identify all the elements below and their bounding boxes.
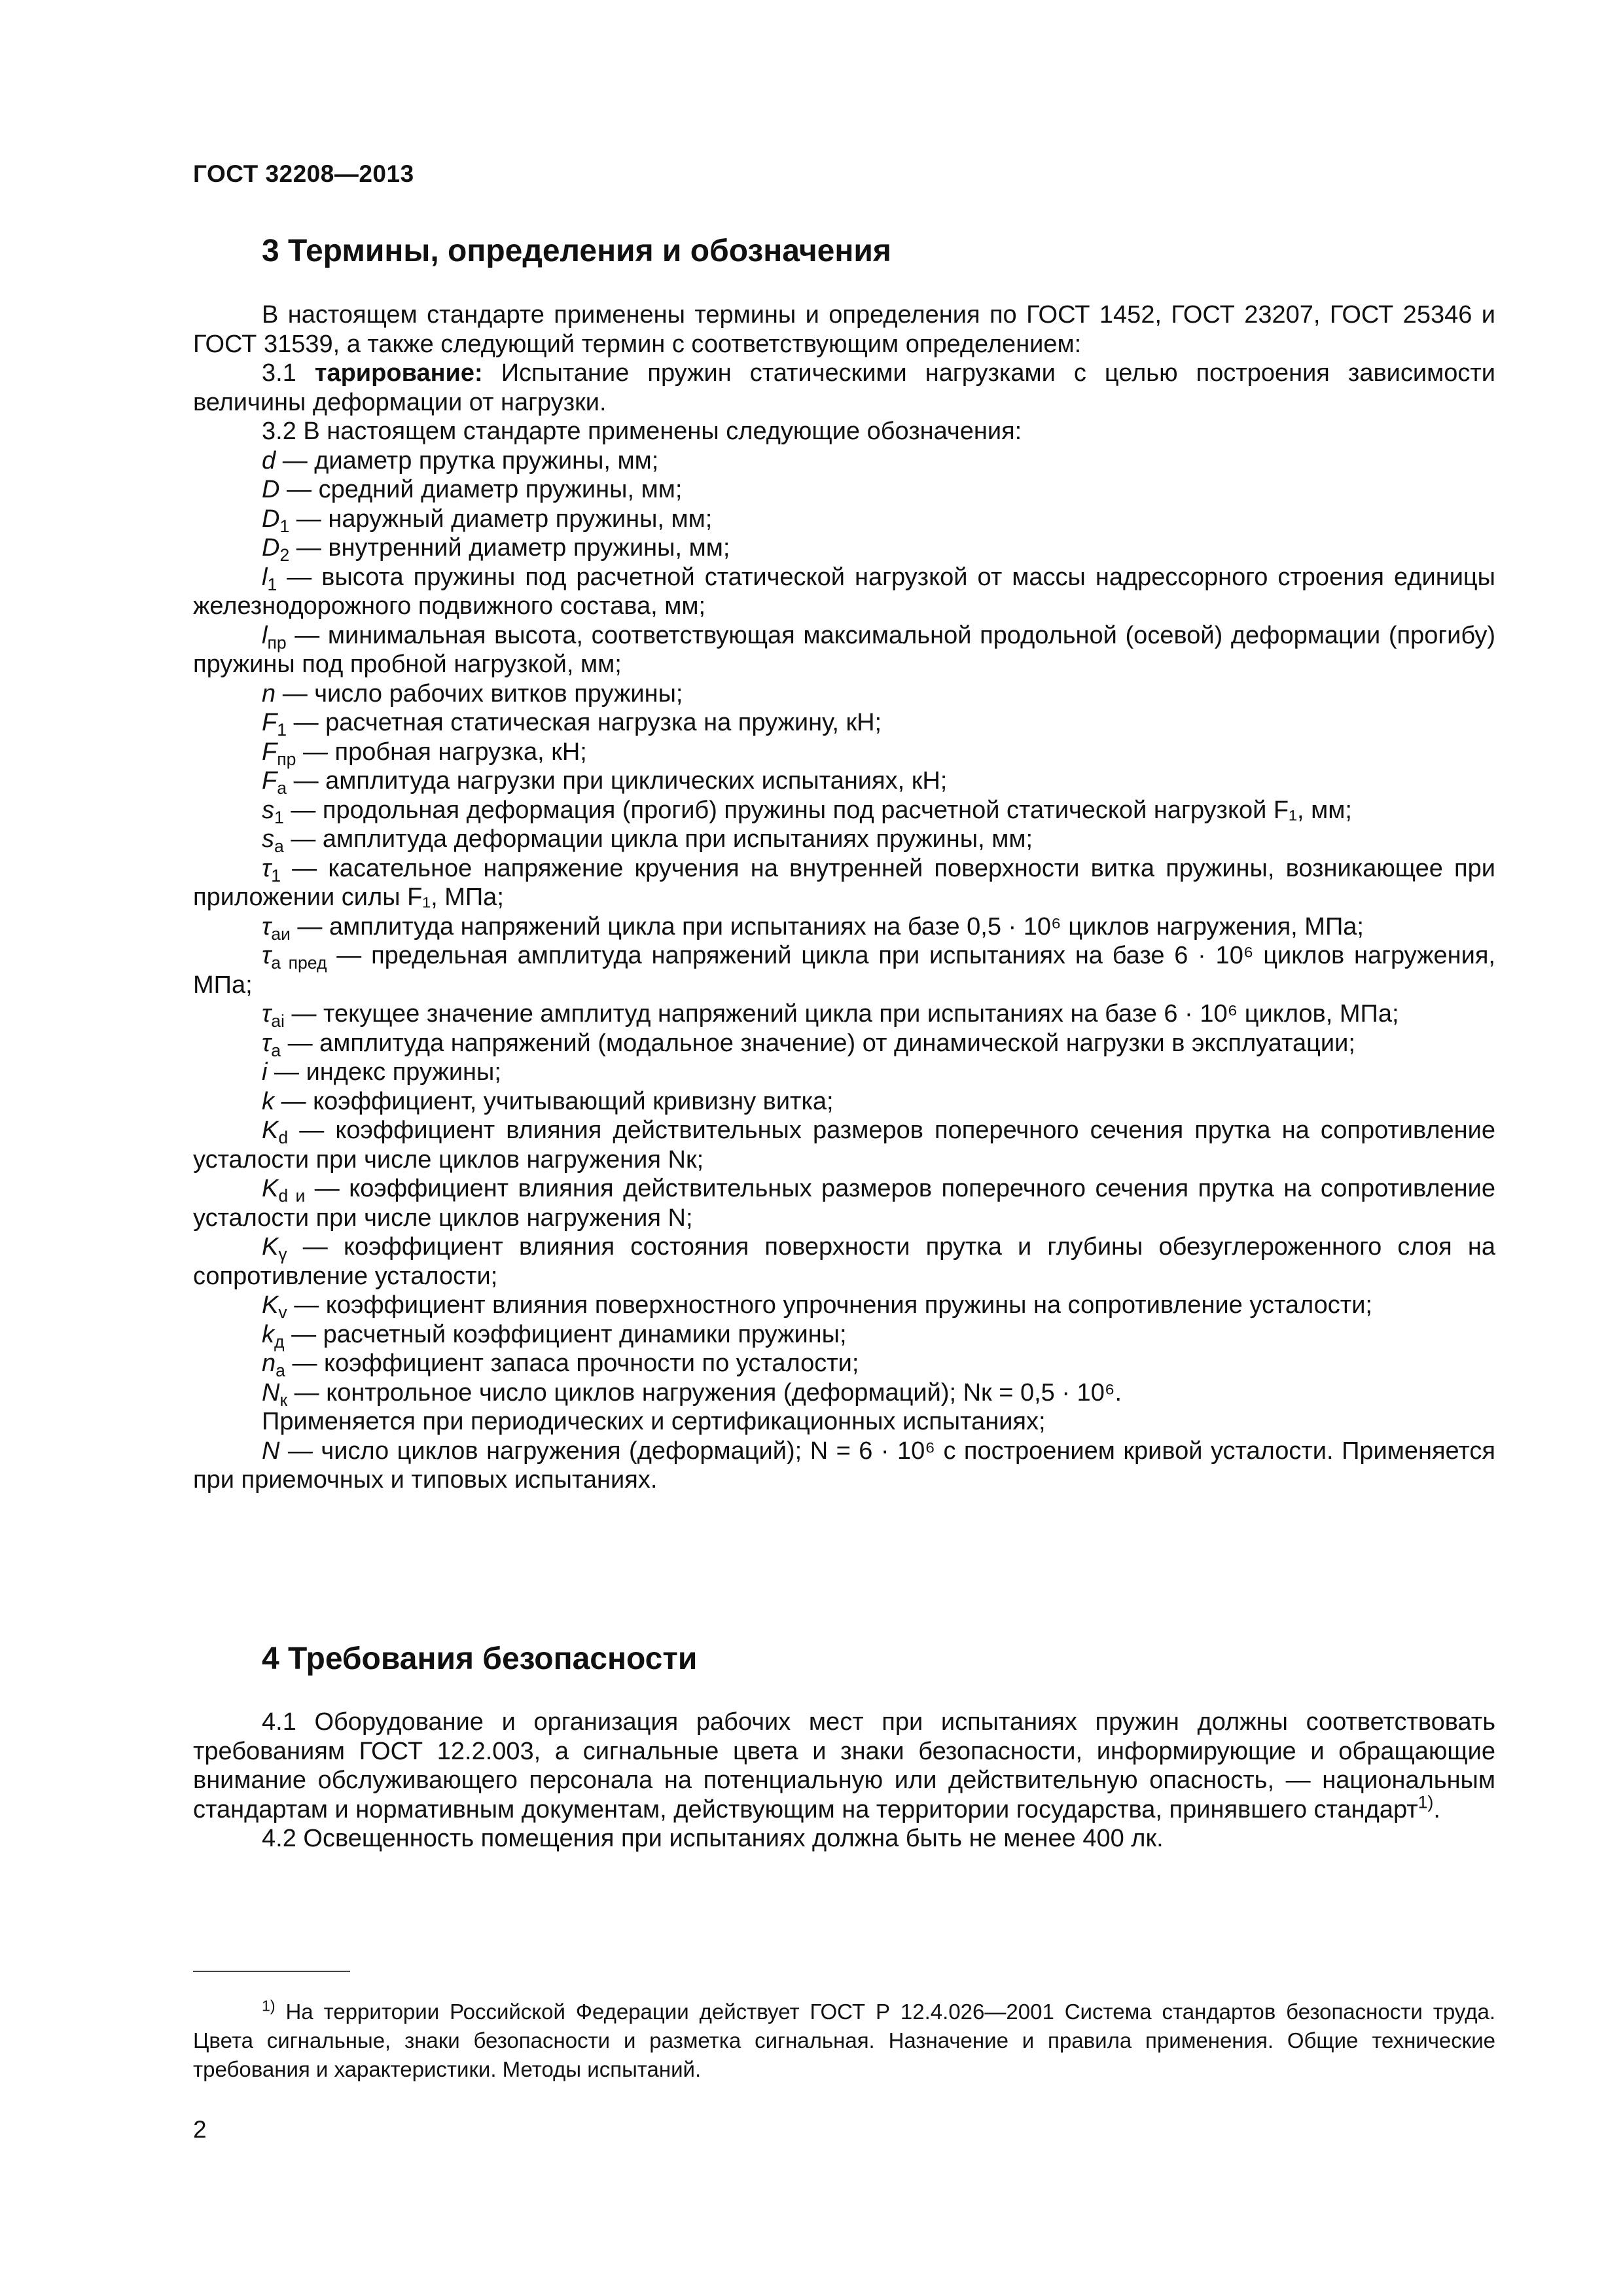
symbol-description: — внутренний диаметр пружины, мм; [289, 534, 730, 562]
symbol: K [262, 1117, 279, 1144]
symbol: n [262, 1350, 276, 1377]
symbol-description: — коэффициент влияния состояния поверхности прутка и глубины обезуглероженного слоя на сопротивление усталости; [193, 1233, 1495, 1290]
symbol-subscript: a [271, 1040, 281, 1060]
symbol-subscript: 1 [267, 574, 277, 594]
symbol: l [262, 621, 268, 649]
symbol-definition [193, 563, 1495, 621]
clause-3-1-definition: Испытание пружин статическими нагрузками с целью построения зависимости величины деформации от нагрузки. [193, 359, 1495, 416]
clause-3-1-term: тарирование: [314, 359, 483, 387]
clause-3-1 [193, 359, 1495, 417]
symbol-subscript: 1 [277, 719, 287, 740]
symbol-description: — коэффициент влияния действительных размеров поперечного сечения прутка на сопротивление усталости при числе циклов нагружения N; [193, 1175, 1495, 1232]
symbol-definition [193, 766, 1495, 796]
symbol-subscript: д [274, 1331, 285, 1352]
symbols-list [193, 446, 1495, 1408]
clause-4-2: 4.2 Освещенность помещения при испытаниях должна быть не менее 400 лк. [262, 1825, 1164, 1852]
symbol-description: — амплитуда напряжений (модальное значение) от динамической нагрузки в эксплуатации; [281, 1029, 1355, 1057]
symbol-description: — текущее значение амплитуд напряжений цикла при испытаниях на базе 6 · 10⁶ циклов, МПа; [284, 1000, 1399, 1028]
symbol: D [262, 476, 280, 503]
symbol-definition [193, 708, 1495, 738]
symbol-description: — коэффициент запаса прочности по усталости; [285, 1350, 859, 1377]
symbol-subscript: ai [271, 1011, 285, 1031]
symbol: F [262, 738, 277, 766]
symbol: l [262, 563, 268, 591]
symbol-subscript: пр [267, 632, 287, 653]
symbol-subscript: аи [271, 924, 291, 944]
section-4-title: 4 Требования безопасности [262, 1641, 698, 1676]
symbol: n [262, 679, 276, 708]
symbol-definition [193, 912, 1495, 942]
symbol-definition [193, 854, 1495, 912]
symbol-description: — расчетная статическая нагрузка на пружину, кН; [287, 709, 882, 736]
symbol-description: — касательное напряжение кручения на внутренней поверхности витка пружины, возникающее при приложении силы F₁, МПа; [193, 854, 1495, 911]
symbol-definition [193, 446, 1495, 476]
clause-4-1 [193, 1708, 1495, 1824]
symbol-subscript: пр [277, 749, 296, 769]
symbol-description: — коэффициент влияния действительных размеров поперечного сечения прутка на сопротивление усталости при числе циклов нагружения Nк; [193, 1117, 1495, 1174]
symbol: F [262, 709, 277, 736]
symbol-definition [193, 1378, 1495, 1408]
symbol-N-definition [193, 1437, 1495, 1495]
symbol-N: N [262, 1437, 280, 1465]
symbol-subscript: 1 [279, 516, 290, 536]
symbol-description: — коэффициент влияния поверхностного упрочнения пружины на сопротивление усталости; [287, 1291, 1372, 1319]
footnote [193, 1998, 1495, 2084]
symbol-subscript: a [276, 1360, 285, 1380]
footnote-mark: 1) [262, 1997, 276, 2015]
symbol-description: — высота пружины под расчетной статической нагрузкой от массы надрессорного строения единицы железнодорожного подвижного состава, мм; [193, 563, 1495, 620]
footnote-text: На территории Российской Федерации действует ГОСТ Р 12.4.026—2001 Система стандартов безопасности труда. Цвета сигнальные, знаки безопасности и разметка сигнальная. Назначение и правила применения. Общие технические требования и характеристики. Методы испытаний. [193, 2000, 1495, 2081]
clause-4-1-text: 4.1 Оборудование и организация рабочих мест при испытаниях пружин должны соответствовать требованиям ГОСТ 12.2.003, а сигнальные цвета и знаки безопасности, информирующие и обращающие внимание обслуживающего персонала на потенциальную или действительную опасность, — национальным стандартам и нормативным документам, действующим на территории государства, принявшего стандарт [193, 1708, 1495, 1823]
symbol-definition [193, 825, 1495, 854]
section-3-body [193, 300, 1495, 1495]
section-3-intro: В настоящем стандарте применены термины и определения по ГОСТ 1452, ГОСТ 23207, ГОСТ 25346 и ГОСТ 31539, а также следующий термин с соответствующим определением: [193, 301, 1495, 358]
symbol-definition [193, 1058, 1495, 1087]
symbol-description: — минимальная высота, соответствующая максимальной продольной (осевой) деформации (прогибу) пружины под пробной нагрузкой, мм; [193, 621, 1495, 678]
symbol: s [262, 825, 274, 853]
symbol: D [262, 534, 280, 562]
symbol-description: — число рабочих витков пружины; [276, 679, 683, 708]
symbol-definition [193, 679, 1495, 709]
section-3-title: 3 Термины, определения и обозначения [262, 234, 891, 268]
symbol: s [262, 796, 274, 824]
symbol: τ [262, 912, 272, 941]
footnote-reference: 1) [1418, 1791, 1434, 1812]
symbol-subscript: 1 [274, 807, 284, 827]
symbol-subscript: d и [278, 1185, 306, 1206]
symbol-definition [193, 505, 1495, 534]
symbol: i [262, 1058, 268, 1086]
symbol-N-text: — число циклов нагружения (деформаций); N = 6 · 10⁶ с построением кривой усталости. Применяется при приемочных и типовых испытаниях. [193, 1437, 1495, 1494]
symbol-description: — амплитуда деформации цикла при испытаниях пружины, мм; [283, 825, 1033, 853]
symbol-description: — продольная деформация (прогиб) пружины под расчетной статической нагрузкой F₁, мм; [283, 796, 1352, 824]
symbol-description: — коэффициент, учитывающий кривизну витка; [274, 1087, 834, 1115]
footnote-paragraph [193, 1998, 1495, 2084]
symbol-definition [193, 1029, 1495, 1058]
symbol-definition [193, 533, 1495, 563]
symbol-definition [193, 1320, 1495, 1350]
symbol-subscript: d [278, 1127, 289, 1147]
symbol: D [262, 505, 280, 533]
symbol: F [262, 767, 277, 795]
symbol-subscript: a [274, 836, 284, 856]
symbol-definition [193, 1116, 1495, 1174]
symbol-definition [193, 1087, 1495, 1117]
page-number: 2 [193, 2116, 207, 2143]
symbol-description: — контрольное число циклов нагружения (деформаций); Nк = 0,5 · 10⁶. [287, 1378, 1122, 1407]
symbol-definition [193, 1291, 1495, 1320]
symbol-description: — наружный диаметр пружины, мм; [289, 505, 713, 533]
clause-4-1-end: . [1433, 1795, 1440, 1823]
symbol-description: — средний диаметр пружины, мм; [279, 476, 683, 503]
symbol-definition [193, 1349, 1495, 1378]
symbol: k [262, 1087, 274, 1115]
nk-application-note: Применяется при периодических и сертификационных испытаниях; [262, 1408, 1046, 1435]
symbol-definition [193, 796, 1495, 825]
symbol: τ [262, 854, 272, 882]
symbol: k [262, 1320, 274, 1348]
symbol-definition [193, 999, 1495, 1029]
symbol-definition [193, 1232, 1495, 1291]
symbol: K [262, 1291, 279, 1319]
symbol-subscript: а пред [271, 952, 327, 973]
symbol-description: — амплитуда напряжений цикла при испытаниях на базе 0,5 · 10⁶ циклов нагружения, МПа; [290, 912, 1364, 941]
symbol: τ [262, 1029, 272, 1057]
symbol-subscript: 1 [271, 865, 281, 886]
symbol-description: — индекс пружины; [267, 1058, 501, 1086]
symbol: d [262, 446, 276, 475]
symbol-subscript: 2 [279, 545, 290, 565]
symbol-description: — расчетный коэффициент динамики пружины; [284, 1320, 847, 1348]
symbol-subscript: a [277, 778, 287, 798]
clause-3-2: 3.2 В настоящем стандарте применены следующие обозначения: [262, 418, 1022, 445]
document-header-id: ГОСТ 32208—2013 [193, 160, 414, 187]
symbol-subscript: к [279, 1390, 288, 1410]
symbol-definition [193, 941, 1495, 999]
symbol-description: — диаметр прутка пружины, мм; [276, 446, 659, 475]
symbol-definition [193, 1174, 1495, 1232]
symbol: N [262, 1378, 280, 1407]
symbol: K [262, 1175, 279, 1202]
section-4-body [193, 1708, 1495, 1854]
clause-3-1-number: 3.1 [262, 359, 315, 387]
symbol-definition [193, 738, 1495, 767]
symbol-description: — амплитуда нагрузки при циклических испытаниях, кН; [287, 767, 948, 795]
symbol: K [262, 1233, 279, 1261]
footnote-separator [193, 1971, 350, 1972]
symbol: τ [262, 942, 272, 969]
symbol-subscript: γ [278, 1244, 287, 1264]
symbol-definition [193, 621, 1495, 679]
symbol-subscript: v [278, 1302, 287, 1322]
symbol-description: — пробная нагрузка, кН; [296, 738, 587, 766]
symbol-definition [193, 475, 1495, 505]
symbol: τ [262, 1000, 272, 1028]
symbol-description: — предельная амплитуда напряжений цикла при испытаниях на базе 6 · 10⁶ циклов нагружения, МПа; [193, 942, 1495, 999]
